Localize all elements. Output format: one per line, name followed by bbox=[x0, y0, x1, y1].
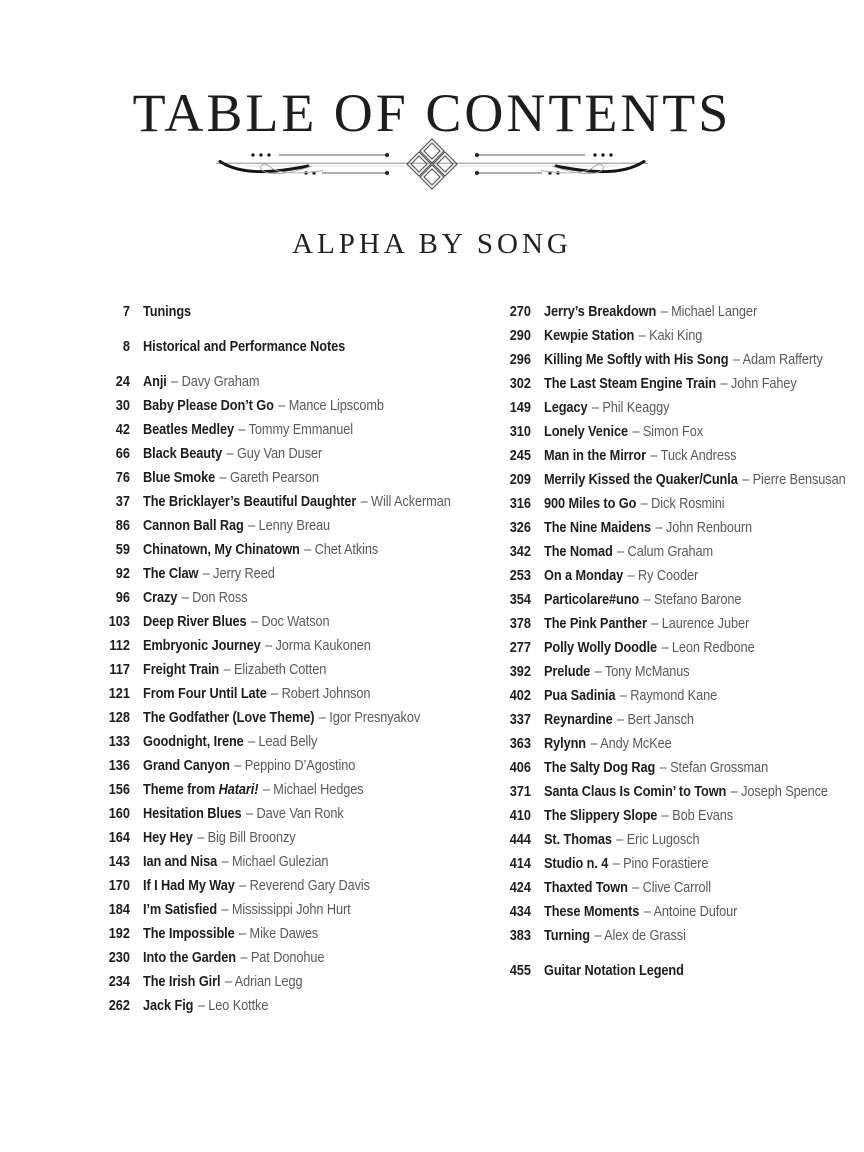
toc-entry bbox=[493, 540, 864, 564]
song-title: Guitar Notation Legend bbox=[543, 963, 684, 979]
song-author: – Reverend Gary Davis bbox=[239, 878, 370, 894]
toc-entry bbox=[493, 876, 864, 900]
diamond-knot-icon bbox=[407, 139, 457, 189]
page-number: 160 bbox=[108, 806, 130, 822]
toc-entry bbox=[493, 660, 864, 684]
page-number: 76 bbox=[115, 470, 130, 486]
song-title: The Nine Maidens bbox=[543, 520, 651, 536]
song-title: Chinatown, My Chinatown bbox=[143, 542, 300, 558]
song-title: The Godfather (Love Theme) bbox=[143, 710, 315, 726]
song-title: The Impossible bbox=[143, 926, 235, 942]
toc-entry bbox=[92, 610, 493, 634]
song-title: Grand Canyon bbox=[143, 758, 230, 774]
song-title: The Slippery Slope bbox=[543, 808, 658, 824]
toc-entry bbox=[493, 588, 864, 612]
song-author: – Laurence Juber bbox=[650, 616, 749, 632]
page-number: 30 bbox=[115, 398, 130, 414]
page-number: 184 bbox=[108, 902, 130, 918]
toc-entry bbox=[92, 335, 493, 359]
toc-entry bbox=[493, 468, 864, 492]
toc-entry bbox=[493, 708, 864, 732]
song-author: – Alex de Grassi bbox=[594, 928, 686, 944]
toc-entry bbox=[92, 300, 493, 324]
song-author: – Michael Langer bbox=[660, 304, 757, 320]
song-title: Cannon Ball Rag bbox=[143, 518, 244, 534]
page-number: 392 bbox=[509, 664, 531, 680]
song-title: St. Thomas bbox=[543, 832, 612, 848]
page-number: 434 bbox=[509, 904, 531, 920]
song-author: – Michael Gulezian bbox=[221, 854, 329, 870]
song-title: The Salty Dog Rag bbox=[543, 760, 655, 776]
song-title: Hey Hey bbox=[143, 830, 193, 846]
toc-entry bbox=[493, 684, 864, 708]
song-title: Rylynn bbox=[543, 736, 586, 752]
song-title: Prelude bbox=[543, 664, 590, 680]
song-author: – Bert Jansch bbox=[616, 712, 694, 728]
song-author: – Gareth Pearson bbox=[219, 470, 319, 486]
page-number: 406 bbox=[509, 760, 531, 776]
song-author: – Pierre Bensusan bbox=[741, 472, 846, 488]
song-author: – Dick Rosmini bbox=[640, 496, 725, 512]
page-number: 337 bbox=[509, 712, 531, 728]
song-author: – Mike Dawes bbox=[239, 926, 319, 942]
song-title: Freight Train bbox=[143, 662, 220, 678]
song-title: The Last Steam Engine Train bbox=[543, 376, 716, 392]
song-author: – Robert Johnson bbox=[271, 686, 371, 702]
toc-entry bbox=[493, 564, 864, 588]
toc-column-left bbox=[92, 300, 493, 1018]
section-subtitle: ALPHA BY SONG bbox=[292, 228, 572, 260]
toc-entry bbox=[92, 850, 493, 874]
ornament-divider-icon bbox=[216, 138, 648, 196]
song-author: – Joseph Spence bbox=[730, 784, 828, 800]
toc-entry bbox=[92, 394, 493, 418]
toc-entry bbox=[92, 754, 493, 778]
song-title: Ian and Nisa bbox=[143, 854, 218, 870]
song-title: Historical and Performance Notes bbox=[143, 339, 346, 355]
song-title: Hesitation Blues bbox=[143, 806, 242, 822]
toc-entry bbox=[493, 300, 864, 324]
page-number: 164 bbox=[108, 830, 130, 846]
song-title: Legacy bbox=[543, 400, 588, 416]
song-author: – Kaki King bbox=[638, 328, 702, 344]
toc-entry bbox=[493, 492, 864, 516]
song-title: Tunings bbox=[143, 304, 192, 320]
song-title: The Pink Panther bbox=[543, 616, 647, 632]
toc-entry bbox=[92, 874, 493, 898]
song-author: – Guy Van Duser bbox=[226, 446, 323, 462]
song-author: – Tuck Andress bbox=[650, 448, 737, 464]
song-title: Embryonic Journey bbox=[143, 638, 261, 654]
page-number: 455 bbox=[509, 963, 531, 979]
toc-entry bbox=[493, 804, 864, 828]
song-author: – Mississippi John Hurt bbox=[221, 902, 351, 918]
page-number: 245 bbox=[509, 448, 531, 464]
song-author: – Michael Hedges bbox=[262, 782, 364, 798]
page-number: 230 bbox=[108, 950, 130, 966]
toc-entry bbox=[92, 586, 493, 610]
song-author: – Peppino D’Agostino bbox=[234, 758, 356, 774]
toc-entry bbox=[92, 658, 493, 682]
toc-entry bbox=[92, 514, 493, 538]
page-number: 316 bbox=[509, 496, 531, 512]
toc-entry bbox=[92, 730, 493, 754]
song-author: – John Renbourn bbox=[655, 520, 752, 536]
song-author: – Will Ackerman bbox=[360, 494, 451, 510]
song-author: – Chet Atkins bbox=[304, 542, 379, 558]
toc-entry bbox=[92, 994, 493, 1018]
page-number: 170 bbox=[108, 878, 130, 894]
page-number: 24 bbox=[115, 374, 130, 390]
page-number: 302 bbox=[509, 376, 531, 392]
toc-entry bbox=[493, 348, 864, 372]
song-title: Jerry’s Breakdown bbox=[543, 304, 656, 320]
page-number: 42 bbox=[115, 422, 130, 438]
page-number: 414 bbox=[509, 856, 531, 872]
toc-entry bbox=[92, 778, 493, 802]
page-number: 8 bbox=[122, 339, 130, 355]
page-number: 444 bbox=[509, 832, 531, 848]
toc-entry bbox=[92, 538, 493, 562]
song-title: Into the Garden bbox=[143, 950, 236, 966]
song-title: Killing Me Softly with His Song bbox=[543, 352, 729, 368]
song-title: Black Beauty bbox=[143, 446, 223, 462]
song-title: I’m Satisfied bbox=[143, 902, 218, 918]
song-author: – Leon Redbone bbox=[661, 640, 755, 656]
song-title: Goodnight, Irene bbox=[143, 734, 244, 750]
page-number: 410 bbox=[509, 808, 531, 824]
page-number: 270 bbox=[509, 304, 531, 320]
toc-entry bbox=[493, 828, 864, 852]
toc-columns bbox=[92, 300, 864, 1018]
page-number: 402 bbox=[509, 688, 531, 704]
song-author: – Tommy Emmanuel bbox=[238, 422, 354, 438]
song-author: – Stefan Grossman bbox=[659, 760, 768, 776]
page-number: 277 bbox=[509, 640, 531, 656]
page-number: 133 bbox=[108, 734, 130, 750]
page-number: 92 bbox=[115, 566, 130, 582]
page-number: 253 bbox=[509, 568, 531, 584]
song-title: The Bricklayer’s Beautiful Daughter bbox=[143, 494, 357, 510]
song-author: – Calum Graham bbox=[616, 544, 713, 560]
page-number: 262 bbox=[108, 998, 130, 1014]
song-author: – Pino Forastiere bbox=[612, 856, 709, 872]
song-title: On a Monday bbox=[543, 568, 623, 584]
song-author: – Adrian Legg bbox=[224, 974, 303, 990]
page-number: 7 bbox=[122, 304, 130, 320]
song-title: If I Had My Way bbox=[143, 878, 235, 894]
song-author: – Elizabeth Cotten bbox=[223, 662, 327, 678]
song-author: – Lenny Breau bbox=[248, 518, 331, 534]
toc-entry bbox=[493, 516, 864, 540]
page-number: 290 bbox=[509, 328, 531, 344]
song-author: – Simon Fox bbox=[632, 424, 703, 440]
song-title: Man in the Mirror bbox=[543, 448, 646, 464]
toc-entry bbox=[493, 612, 864, 636]
toc-column-right bbox=[493, 300, 864, 983]
page-number: 371 bbox=[509, 784, 531, 800]
page-number: 342 bbox=[509, 544, 531, 560]
page-number: 192 bbox=[108, 926, 130, 942]
song-title: Studio n. 4 bbox=[543, 856, 608, 872]
song-author: – Phil Keaggy bbox=[591, 400, 670, 416]
song-author: – Tony McManus bbox=[594, 664, 690, 680]
page-number: 112 bbox=[109, 638, 130, 654]
page-number: 209 bbox=[509, 472, 531, 488]
toc-entry bbox=[92, 898, 493, 922]
song-author: – Jerry Reed bbox=[202, 566, 275, 582]
song-title: Merrily Kissed the Quaker/Cunla bbox=[543, 472, 738, 488]
song-title: Particolare#uno bbox=[543, 592, 639, 608]
toc-entry bbox=[92, 970, 493, 994]
toc-entry bbox=[92, 466, 493, 490]
song-author: – Big Bill Broonzy bbox=[197, 830, 296, 846]
song-author: – Stefano Barone bbox=[643, 592, 742, 608]
page-number: 128 bbox=[108, 710, 130, 726]
page-number: 117 bbox=[109, 662, 130, 678]
toc-entry bbox=[92, 922, 493, 946]
page-number: 37 bbox=[115, 494, 130, 510]
song-author: – Davy Graham bbox=[171, 374, 260, 390]
toc-entry bbox=[493, 636, 864, 660]
song-title: Lonely Venice bbox=[543, 424, 628, 440]
song-author: – Doc Watson bbox=[250, 614, 330, 630]
page-number: 156 bbox=[108, 782, 130, 798]
page-number: 310 bbox=[509, 424, 531, 440]
toc-entry bbox=[493, 444, 864, 468]
toc-entry bbox=[92, 826, 493, 850]
song-title: Santa Claus Is Comin’ to Town bbox=[543, 784, 726, 800]
toc-entry bbox=[92, 682, 493, 706]
page-number: 66 bbox=[115, 446, 130, 462]
song-author: – Antoine Dufour bbox=[643, 904, 738, 920]
toc-entry bbox=[493, 780, 864, 804]
page-number: 59 bbox=[115, 542, 130, 558]
page-number: 234 bbox=[108, 974, 130, 990]
toc-entry bbox=[493, 959, 864, 983]
song-title-italic: Hatari! bbox=[218, 782, 259, 798]
toc-entry bbox=[493, 732, 864, 756]
song-title: Kewpie Station bbox=[543, 328, 634, 344]
song-author: – Clive Carroll bbox=[631, 880, 711, 896]
song-title: Turning bbox=[543, 928, 590, 944]
toc-entry bbox=[92, 634, 493, 658]
toc-entry bbox=[92, 946, 493, 970]
song-title: Crazy bbox=[143, 590, 178, 606]
song-author: – Eric Lugosch bbox=[616, 832, 700, 848]
toc-entry bbox=[92, 370, 493, 394]
toc-entry bbox=[92, 442, 493, 466]
page-number: 121 bbox=[108, 686, 130, 702]
song-author: – Ry Cooder bbox=[627, 568, 698, 584]
song-title: Pua Sadinia bbox=[543, 688, 616, 704]
page-number: 149 bbox=[509, 400, 531, 416]
page-number: 296 bbox=[509, 352, 531, 368]
toc-entry bbox=[92, 802, 493, 826]
toc-entry bbox=[493, 420, 864, 444]
song-title: The Claw bbox=[143, 566, 199, 582]
song-author: – Pat Donohue bbox=[240, 950, 325, 966]
song-author: – Andy McKee bbox=[590, 736, 672, 752]
song-title: Anji bbox=[143, 374, 167, 390]
toc-entry bbox=[493, 396, 864, 420]
song-author: – Lead Belly bbox=[248, 734, 318, 750]
song-title: Jack Fig bbox=[143, 998, 194, 1014]
song-title: From Four Until Late bbox=[143, 686, 267, 702]
song-author: – Raymond Kane bbox=[619, 688, 717, 704]
toc-entry bbox=[493, 372, 864, 396]
song-author: – Igor Presnyakov bbox=[318, 710, 421, 726]
page-number: 326 bbox=[509, 520, 531, 536]
song-title: 900 Miles to Go bbox=[543, 496, 637, 512]
song-author: – Adam Rafferty bbox=[732, 352, 823, 368]
toc-entry bbox=[92, 418, 493, 442]
page-number: 96 bbox=[115, 590, 130, 606]
song-author: – Leo Kottke bbox=[197, 998, 269, 1014]
toc-entry bbox=[493, 924, 864, 948]
page-number: 136 bbox=[108, 758, 130, 774]
song-author: – Mance Lipscomb bbox=[278, 398, 384, 414]
song-author: – Bob Evans bbox=[661, 808, 733, 824]
song-title: The Irish Girl bbox=[143, 974, 221, 990]
page-number: 363 bbox=[509, 736, 531, 752]
page-number: 103 bbox=[108, 614, 130, 630]
song-title: Beatles Medley bbox=[143, 422, 234, 438]
song-title: Baby Please Don’t Go bbox=[143, 398, 274, 414]
toc-entry bbox=[92, 562, 493, 586]
song-author: – John Fahey bbox=[720, 376, 797, 392]
song-author: – Jorma Kaukonen bbox=[265, 638, 371, 654]
page-number: 143 bbox=[108, 854, 130, 870]
page-number: 86 bbox=[115, 518, 130, 534]
page-number: 383 bbox=[509, 928, 531, 944]
song-title: These Moments bbox=[543, 904, 640, 920]
toc-entry bbox=[493, 900, 864, 924]
song-title: Reynardine bbox=[543, 712, 613, 728]
page-number: 378 bbox=[509, 616, 531, 632]
page-number: 424 bbox=[509, 880, 531, 896]
song-title: Theme from bbox=[143, 782, 219, 798]
page-title: TABLE OF CONTENTS bbox=[132, 83, 732, 143]
song-title: Polly Wolly Doodle bbox=[543, 640, 657, 656]
song-author: – Don Ross bbox=[181, 590, 248, 606]
toc-entry bbox=[493, 756, 864, 780]
song-title: Deep River Blues bbox=[143, 614, 247, 630]
song-title: Blue Smoke bbox=[143, 470, 216, 486]
toc-entry bbox=[92, 490, 493, 514]
toc-entry bbox=[92, 706, 493, 730]
toc-entry bbox=[493, 324, 864, 348]
song-author: – Dave Van Ronk bbox=[245, 806, 344, 822]
toc-entry bbox=[493, 852, 864, 876]
page-number: 354 bbox=[509, 592, 531, 608]
song-title: Thaxted Town bbox=[543, 880, 628, 896]
song-title: The Nomad bbox=[543, 544, 613, 560]
